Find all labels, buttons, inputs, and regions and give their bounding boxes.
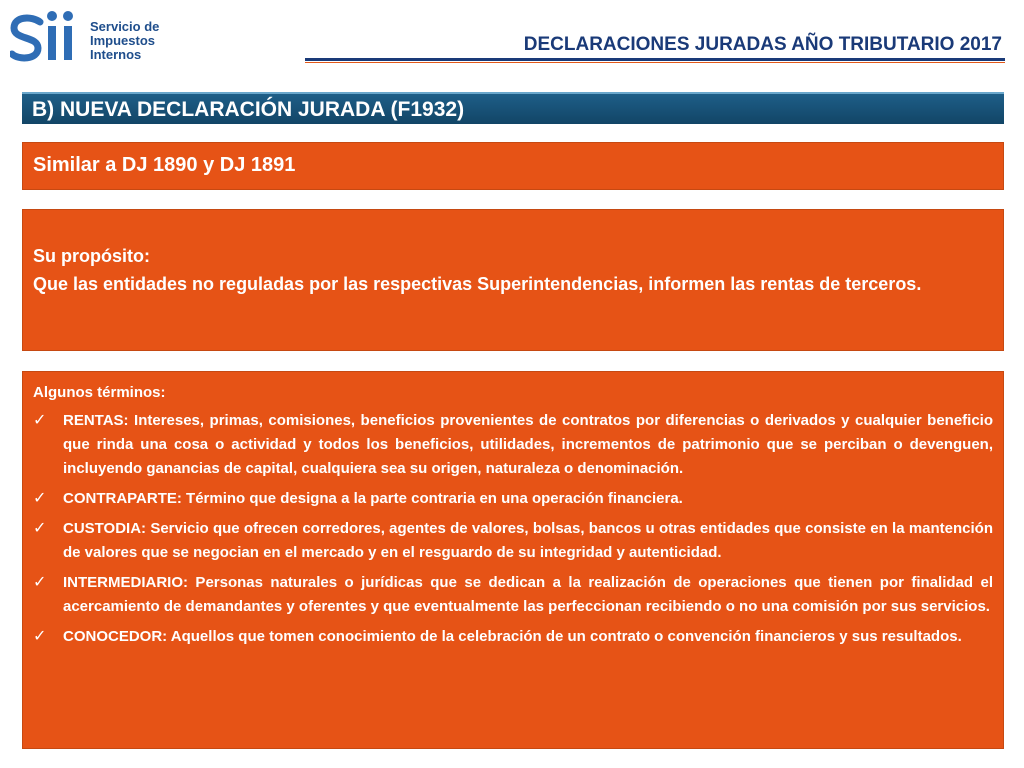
checkmark-icon: ✓: [33, 490, 47, 507]
sii-logo-mark: [10, 8, 82, 64]
term-text: RENTAS: Intereses, primas, comisiones, beneficios provenientes de contratos por diferencias o derivados y cualquier beneficio que rinda una cosa o actividad y todos los beneficios, utilidades, incrementos de patrimonio que se perciban o devenguen, incluyendo ganancias de capital, cualquiera sea su origen, naturaleza o denominación.: [63, 412, 993, 477]
term-text: CONTRAPARTE: Término que designa a la parte contraria en una operación financiera.: [63, 490, 683, 507]
terms-box: [22, 371, 1004, 749]
logo-line-2: Impuestos: [90, 33, 156, 48]
term-item: [33, 409, 993, 481]
logo-line-3: Internos: [90, 47, 142, 62]
terms-heading: Algunos términos:: [33, 384, 166, 401]
term-item: [33, 625, 993, 649]
term-item: [33, 517, 993, 565]
term-text: CUSTODIA: Servicio que ofrecen corredores, agentes de valores, bolsas, bancos u otras entidades que consiste en la mantención de valores que se negocian en el mercado y en el resguardo de su integridad y autenticidad.: [63, 520, 993, 561]
header-title: DECLARACIONES JURADAS AÑO TRIBUTARIO 2017: [523, 34, 1002, 55]
logo-wordmark: [90, 20, 159, 62]
header-accent-line: [305, 62, 1005, 63]
purpose-text: Que las entidades no reguladas por las respectivas Superintendencias, informen las rentas de terceros.: [33, 274, 922, 294]
checkmark-icon: ✓: [33, 520, 47, 537]
checkmark-icon: ✓: [33, 574, 47, 591]
logo-line-1: Servicio de: [90, 19, 160, 34]
similar-box: [22, 142, 1004, 190]
purpose-label: Su propósito:: [33, 246, 150, 266]
section-title: B) NUEVA DECLARACIÓN JURADA (F1932): [22, 92, 1004, 124]
term-text: INTERMEDIARIO: Personas naturales o jurídicas que se dedican a la realización de operaciones que tienen por finalidad el acercamiento de demandantes y oferentes y que eventualmente las perfeccionan recibiendo o no una comisión por sus servicios.: [63, 574, 993, 615]
checkmark-icon: ✓: [33, 412, 47, 429]
sii-logo: [10, 8, 160, 64]
similar-text: Similar a DJ 1890 y DJ 1891: [33, 154, 296, 176]
term-item: [33, 487, 993, 511]
purpose-box: [22, 209, 1004, 351]
term-item: [33, 571, 993, 619]
term-text: CONOCEDOR: Aquellos que tomen conocimiento de la celebración de un contrato o convención financieros y sus resultados.: [63, 628, 962, 645]
checkmark-icon: ✓: [33, 628, 47, 645]
header-divider: [305, 58, 1005, 61]
